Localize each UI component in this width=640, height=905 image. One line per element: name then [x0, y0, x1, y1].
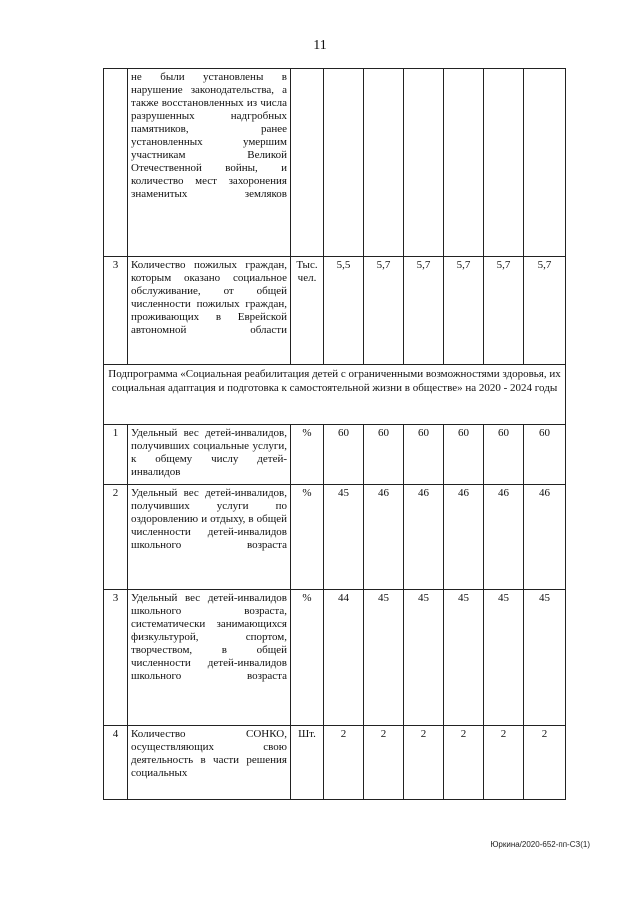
value-cell: 5,7 [484, 257, 524, 365]
table-row [104, 257, 566, 365]
subprogram-row [104, 365, 566, 425]
value-cell: 60 [524, 425, 566, 485]
row-number: 1 [104, 425, 128, 485]
value-cell: 45 [444, 590, 484, 726]
value-cell: 60 [364, 425, 404, 485]
page-number: 11 [313, 38, 327, 53]
value-cell: 2 [444, 726, 484, 800]
table-row [104, 485, 566, 590]
value-cell: 2 [404, 726, 444, 800]
value-cell: 5,7 [524, 257, 566, 365]
value-cell: 46 [364, 485, 404, 590]
indicator-name: Удельный вес детей-инвалидов, получивших социальные услуги, к общему числу детей-инвалидов [128, 425, 291, 485]
unit-cell: % [291, 485, 324, 590]
value-cell [524, 69, 566, 257]
value-cell: 60 [444, 425, 484, 485]
table-row [104, 726, 566, 800]
value-cell: 2 [524, 726, 566, 800]
value-cell: 46 [444, 485, 484, 590]
unit-cell: Тыс. чел. [291, 257, 324, 365]
value-cell: 2 [364, 726, 404, 800]
unit-cell: % [291, 590, 324, 726]
value-cell: 45 [324, 485, 364, 590]
value-cell: 45 [524, 590, 566, 726]
value-cell: 5,7 [444, 257, 484, 365]
document-code: Юркина/2020-652-пп-СЗ(1) [490, 840, 590, 849]
row-number: 3 [104, 257, 128, 365]
table-row [104, 69, 566, 257]
value-cell: 60 [484, 425, 524, 485]
value-cell [484, 69, 524, 257]
value-cell [404, 69, 444, 257]
value-cell: 5,7 [364, 257, 404, 365]
value-cell: 60 [324, 425, 364, 485]
unit-cell [291, 69, 324, 257]
value-cell: 45 [404, 590, 444, 726]
indicator-name: Количество СОНКО, осуществляющих свою деятельность в части решения социальных [128, 726, 291, 800]
value-cell: 44 [324, 590, 364, 726]
indicator-name: Удельный вес детей-инвалидов, получивших услуги по оздоровлению и отдыху, в общей численности детей-инвалидов школьного возраста [128, 485, 291, 590]
table-row [104, 425, 566, 485]
value-cell: 46 [524, 485, 566, 590]
value-cell: 46 [404, 485, 444, 590]
value-cell: 45 [484, 590, 524, 726]
indicator-name: Количество пожилых граждан, которым оказано социальное обслуживание, от общей численности пожилых граждан, проживающих в Еврейской автономной области [128, 257, 291, 365]
row-number [104, 69, 128, 257]
value-cell: 46 [484, 485, 524, 590]
indicators-table [103, 68, 566, 800]
value-cell: 2 [324, 726, 364, 800]
indicator-name: не были установлены в нарушение законодательства, а также восстановленных из числа разрушенных надгробных памятников, ранее установленных умершим участникам Великой Отечественной войны, и количество мест захоронения знаменитых земляков [128, 69, 291, 257]
value-cell: 5,5 [324, 257, 364, 365]
row-number: 4 [104, 726, 128, 800]
value-cell [444, 69, 484, 257]
unit-cell: Шт. [291, 726, 324, 800]
row-number: 3 [104, 590, 128, 726]
unit-cell: % [291, 425, 324, 485]
indicator-name: Удельный вес детей-инвалидов школьного возраста, систематически занимающихся физкультурой, спортом, творчеством, в общей численности детей-инвалидов школьного возраста [128, 590, 291, 726]
value-cell: 5,7 [404, 257, 444, 365]
subprogram-title: Подпрограмма «Социальная реабилитация детей с ограниченными возможностями здоровья, их социальная адаптация и подготовка к самостоятельной жизни в обществе» на 2020 - 2024 годы [104, 365, 566, 425]
table-row [104, 590, 566, 726]
value-cell [324, 69, 364, 257]
value-cell: 45 [364, 590, 404, 726]
value-cell: 2 [484, 726, 524, 800]
value-cell: 60 [404, 425, 444, 485]
row-number: 2 [104, 485, 128, 590]
value-cell [364, 69, 404, 257]
